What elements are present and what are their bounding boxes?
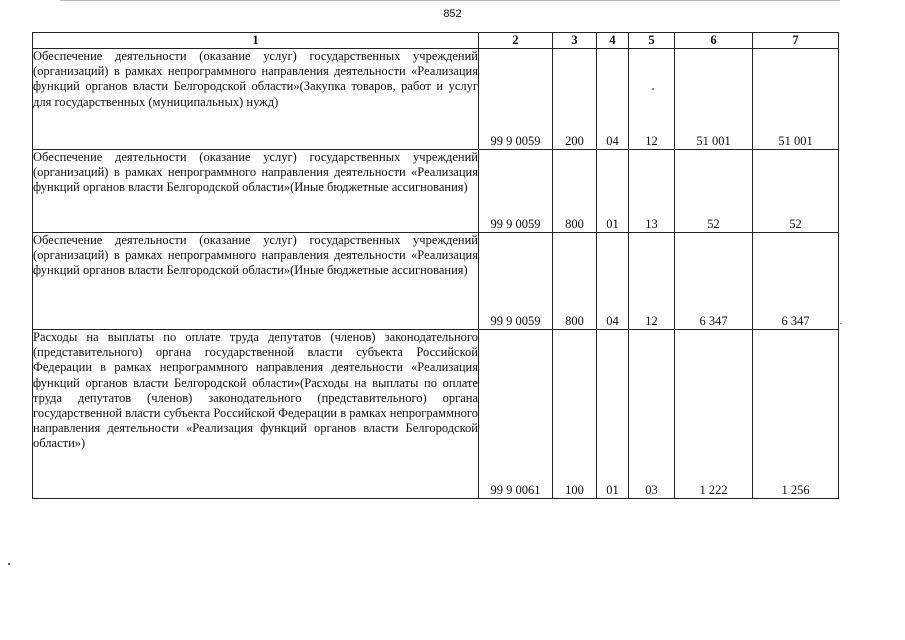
page-number: 852 xyxy=(443,8,462,20)
amount-col6: 51 001 xyxy=(675,49,753,150)
target-article-code: 99 9 0059 xyxy=(479,150,553,233)
amount-col7: 51 001 xyxy=(753,49,839,150)
section: 04 xyxy=(597,49,629,150)
amount-col6: 52 xyxy=(675,150,753,233)
subsection: 12 xyxy=(629,49,675,150)
target-article-code: 99 9 0061 xyxy=(479,330,553,499)
amount-col6: 6 347 xyxy=(675,233,753,330)
column-header: 2 xyxy=(479,33,553,49)
table-row xyxy=(33,233,839,330)
column-header: 7 xyxy=(753,33,839,49)
table-row xyxy=(33,330,839,499)
budget-table xyxy=(32,32,839,499)
scan-speck xyxy=(840,323,842,324)
subsection: 03 xyxy=(629,330,675,499)
expense-type: 800 xyxy=(553,233,597,330)
subsection: 12 xyxy=(629,233,675,330)
amount-col7: 1 256 xyxy=(753,330,839,499)
expense-type: 800 xyxy=(553,150,597,233)
row-description: Обеспечение деятельности (оказание услуг) государственных учреждений (организаций) в рамках непрограммного направления деятельности «Реализация функций органов власти Белгородской области»(Иные бюджетные ассигнования) xyxy=(33,233,479,330)
amount-col7: 52 xyxy=(753,150,839,233)
row-description: Расходы на выплаты по оплате труда депутатов (членов) законодательного (представительного) органа государственной власти субъекта Российской Федерации в рамках непрограммного направления деятельности «Реализация функций органов власти Белгородской области»(Расходы на выплаты по оплате труда депутатов (членов) законодательного (представительного) органа государственной власти субъекта Российской Федерации в рамках непрограммного направления деятельности «Реализация функций органов власти Белгородской области») xyxy=(33,330,479,499)
scan-speck xyxy=(8,563,10,565)
subsection: 13 xyxy=(629,150,675,233)
section: 01 xyxy=(597,330,629,499)
expense-type: 100 xyxy=(553,330,597,499)
table-row xyxy=(33,49,839,150)
amount-col7: 6 347 xyxy=(753,233,839,330)
table-row xyxy=(33,150,839,233)
row-description: Обеспечение деятельности (оказание услуг) государственных учреждений (организаций) в рамках непрограммного направления деятельности «Реализация функций органов власти Белгородской области»(Иные бюджетные ассигнования) xyxy=(33,150,479,233)
column-header: 6 xyxy=(675,33,753,49)
section: 04 xyxy=(597,233,629,330)
top-rule xyxy=(60,0,840,1)
expense-type: 200 xyxy=(553,49,597,150)
column-header: 3 xyxy=(553,33,597,49)
row-description: Обеспечение деятельности (оказание услуг) государственных учреждений (организаций) в рамках непрограммного направления деятельности «Реализация функций органов власти Белгородской области»(Закупка товаров, работ и услуг для государственных (муниципальных) нужд) xyxy=(33,49,479,150)
scan-speck xyxy=(652,88,654,90)
header-row xyxy=(33,33,839,49)
section: 01 xyxy=(597,150,629,233)
target-article-code: 99 9 0059 xyxy=(479,49,553,150)
target-article-code: 99 9 0059 xyxy=(479,233,553,330)
column-header: 1 xyxy=(33,33,479,49)
column-header: 4 xyxy=(597,33,629,49)
amount-col6: 1 222 xyxy=(675,330,753,499)
column-header: 5 xyxy=(629,33,675,49)
